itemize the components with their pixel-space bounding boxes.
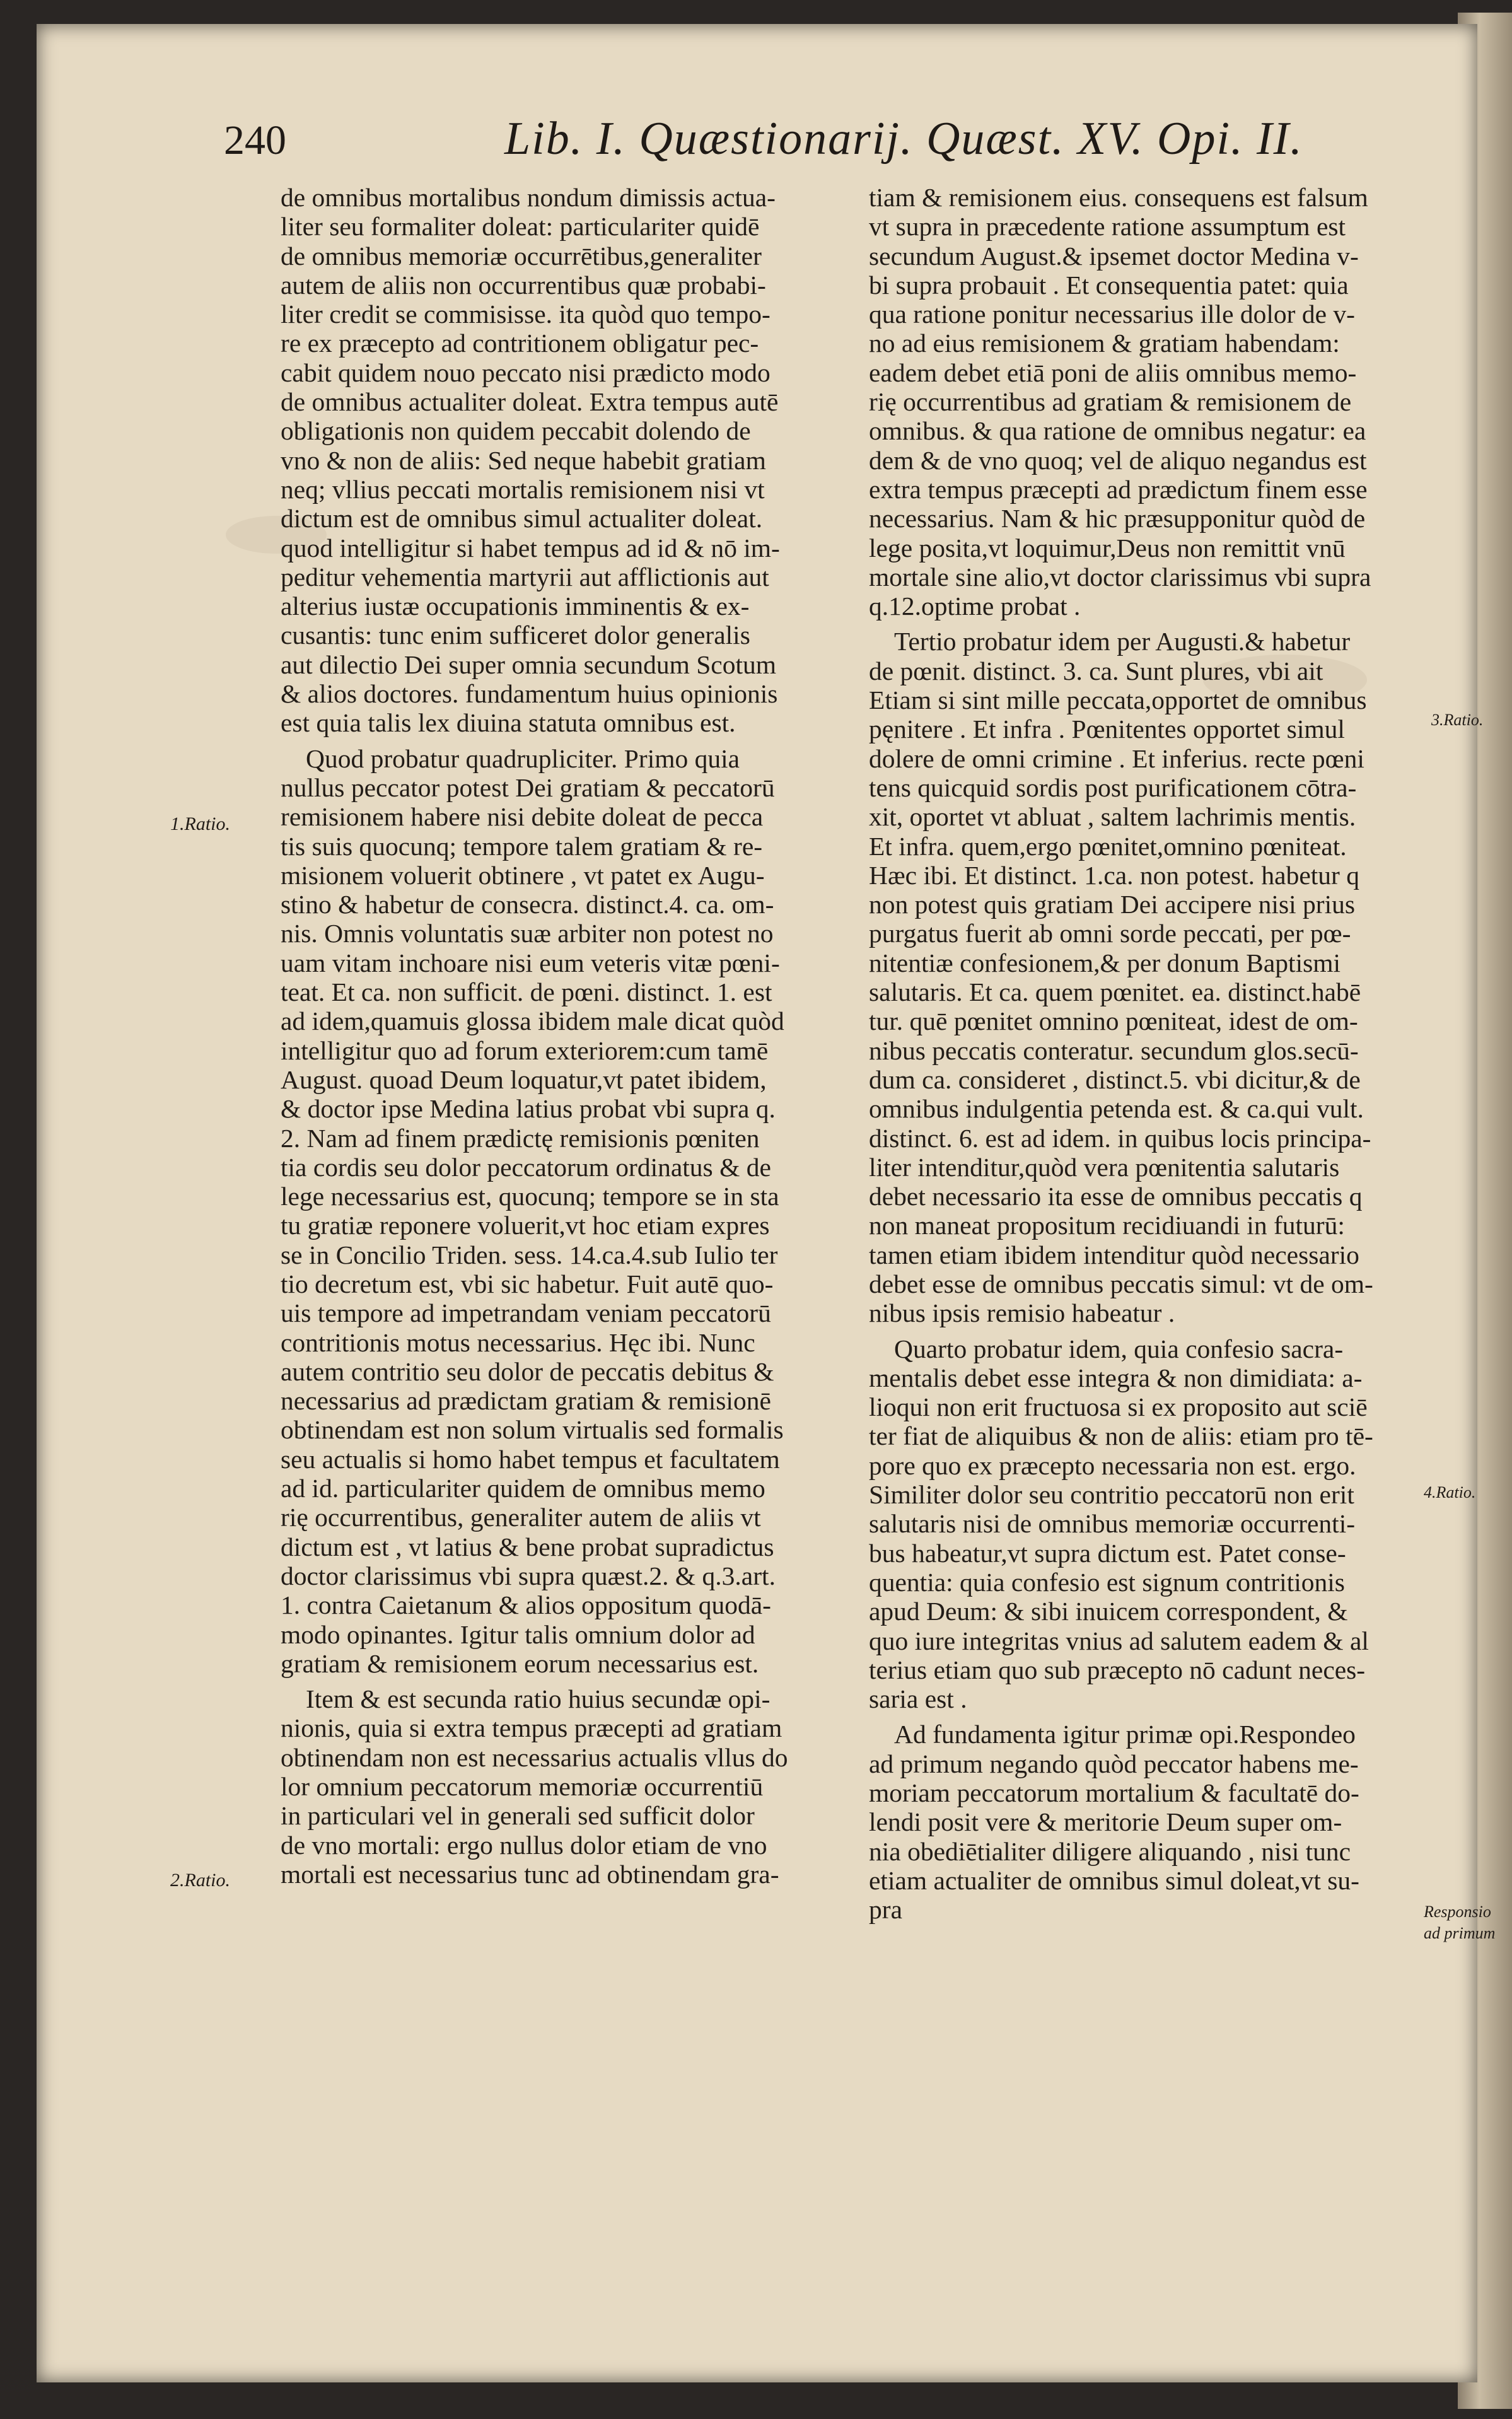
text-line: terius etiam quo sub præcepto nō cadunt neces- (869, 1655, 1366, 1684)
text-line: gratiam & remisionem eorum necessarius est. (281, 1648, 759, 1678)
text-line: nis. Omnis voluntatis suæ arbiter non potest no (281, 919, 774, 948)
text-line: nibus ipsis remisio habeatur . (869, 1298, 1175, 1328)
text-line: qua ratione ponitur necessarius ille dolor de v- (869, 300, 1355, 329)
text-line: lor omnium peccatorum memoriæ occurrentiū (281, 1772, 764, 1802)
text-line: re ex præcepto ad contritionem obligatur pec- (281, 329, 759, 358)
text-line: cabit quidem nouo peccato nisi prædicto modo (281, 358, 771, 387)
text-line: de omnibus actualiter doleat. Extra tempus autē (281, 387, 779, 417)
left-text-column (281, 183, 835, 1889)
margin-note-ratio-1: 1.Ratio. (170, 813, 230, 834)
text-line: se in Concilio Triden. sess. 14.ca.4.sub Iulio ter (281, 1240, 778, 1269)
text-line: cusantis: tunc enim sufficeret dolor generalis (281, 621, 750, 650)
text-line: quo iure integritas vnius ad salutem eadem & al (869, 1626, 1369, 1655)
text-line: ad primum negando quòd peccator habens me- (869, 1749, 1359, 1778)
text-line: tis suis quocunq; tempore talem gratiam & re- (281, 831, 763, 861)
text-line: seu actualis si homo habet tempus et facultatem (281, 1444, 780, 1474)
running-header: Lib. I. Quæstionarij. Quæst. XV. Opi. II. (504, 113, 1303, 165)
text-line: lege posita,vt loquimur,Deus non remittit vnū (869, 533, 1346, 562)
text-line: purgatus fuerit ab omni sorde peccati, per pœ- (869, 919, 1351, 948)
text-line: ad id. particulariter quidem de omnibus memo (281, 1474, 765, 1503)
text-line: remisionem habere nisi debite doleat de pecca (281, 802, 764, 832)
text-line: Quarto probatur idem, quia confesio sacra- (894, 1334, 1344, 1363)
text-line: obligationis non quidem peccabit dolendo de (281, 416, 751, 446)
text-line: necessarius ad prædictam gratiam & remisionē (281, 1386, 771, 1416)
text-line: stino & habetur de consecra. distinct.4. ca. om- (281, 890, 774, 919)
paragraph-gap (869, 1328, 1424, 1334)
text-line: Hæc ibi. Et distinct. 1.ca. non potest. habetur q (869, 860, 1359, 890)
text-line: alterius iustæ occupationis imminentis & ex- (281, 592, 750, 621)
text-line: & alios doctores. fundamentum huius opinionis (281, 679, 778, 709)
margin-note-ratio-2: 2.Ratio. (170, 1870, 230, 1891)
text-line: misionem voluerit obtinere , vt patet ex Augu- (281, 860, 765, 890)
text-line: Et infra. quem,ergo pœnitet,omnino pœniteat. (869, 831, 1347, 861)
text-line: August. quoad Deum loquatur,vt patet ibidem, (281, 1064, 767, 1094)
text-line: liter intenditur,quòd vera pœnitentia salutaris (869, 1152, 1340, 1182)
margin-note-responsio-line: Responsio (1424, 1903, 1491, 1921)
text-line: nia obediētialiter diligere aliquando , nisi tunc (869, 1836, 1351, 1866)
paragraph-gap (869, 1713, 1424, 1720)
text-line: quentia: quia confesio est signum contritionis (869, 1567, 1345, 1597)
text-line: est quia talis lex diuina statuta omnibus est. (281, 708, 736, 738)
text-line: liter seu formaliter doleat: particulariter quidē (281, 212, 760, 242)
text-line: mortale sine alio,vt doctor clarissimus vbi supra (869, 562, 1371, 592)
text-line: ad idem,quamuis glossa ibidem male dicat quòd (281, 1006, 784, 1036)
text-line: obtinendam est non solum virtualis sed formalis (281, 1415, 784, 1445)
text-line: in particulari vel in generali sed sufficit dolor (281, 1801, 755, 1831)
margin-note-responsio-line: ad primum (1424, 1924, 1496, 1942)
text-line: tio decretum est, vbi sic habetur. Fuit autē quo- (281, 1269, 774, 1298)
text-line: extra tempus præcepti ad prædictum finem esse (869, 474, 1368, 504)
text-line: bus habeatur,vt supra dictum est. Patet conse- (869, 1538, 1346, 1568)
text-line: pęnitere . Et infra . Pœnitentes opportet simul (869, 714, 1345, 744)
text-line: mentalis debet esse integra & non dimidiata: a- (869, 1363, 1363, 1392)
text-line: necessarius. Nam & hic præsupponitur quòd de (869, 504, 1366, 533)
text-line: bi supra probauit . Et consequentia patet: quia (869, 270, 1349, 300)
margin-note-ratio-3: 3.Ratio. (1431, 711, 1484, 729)
text-line: obtinendam non est necessarius actualis vllus do (281, 1742, 788, 1772)
text-line: vt supra in præcedente ratione assumptum est (869, 212, 1346, 242)
text-line: lege necessarius est, quocunq; tempore se in sta (281, 1182, 779, 1211)
text-line: tiam & remisionem eius. consequens est falsum (869, 183, 1368, 212)
text-line: salutaris. Et ca. quem pœnitet. ea. distinct.habē (869, 977, 1361, 1007)
text-line: eadem debet etiā poni de aliis omnibus memo- (869, 358, 1357, 387)
text-line: vno & non de aliis: Sed neque habebit gratiam (281, 445, 766, 475)
text-line: intelligitur quo ad forum exteriorem:cum tamē (281, 1035, 769, 1065)
text-line: uam vitam inchoare nisi eum veteris vitæ pœni- (281, 948, 780, 977)
text-line: teat. Et ca. non sufficit. de pœni. distinct. 1. est (281, 977, 772, 1007)
text-line: ter fiat de aliquibus & non de aliis: etiam pro tē- (869, 1421, 1373, 1451)
text-line: apud Deum: & sibi inuicem correspondent, & (869, 1597, 1348, 1626)
text-line: no ad eius remisionem & gratiam habendam: (869, 329, 1340, 358)
text-line: non potest quis gratiam Dei accipere nisi prius (869, 890, 1356, 919)
text-line: mortali est necessarius tunc ad obtinendam gra- (281, 1859, 779, 1889)
text-line: de omnibus memoriæ occurrētibus,generaliter (281, 241, 762, 271)
text-line: Tertio probatur idem per Augusti.& habetur (894, 627, 1351, 656)
text-line: etiam actualiter de omnibus simul doleat,vt su- (869, 1865, 1359, 1895)
page-number: 240 (224, 117, 286, 163)
text-line: neq; vllius peccati mortalis remisionem nisi vt (281, 474, 765, 504)
text-line: quod intelligitur si habet tempus ad id & nō im- (281, 533, 780, 562)
text-line: dictum est de omnibus simul actualiter doleat. (281, 504, 763, 533)
text-line: pra (869, 1895, 902, 1925)
text-line: nullus peccator potest Dei gratiam & peccatorū (281, 772, 775, 802)
text-line: tamen etiam ibidem intenditur quòd necessario (869, 1240, 1359, 1269)
paragraph-gap (281, 738, 835, 744)
text-line: tu gratiæ reponere voluerit,vt hoc etiam expres (281, 1211, 770, 1240)
text-line: aut dilectio Dei super omnia secundum Scotum (281, 650, 777, 679)
text-line: Etiam si sint mille peccata,opportet de omnibus (869, 685, 1367, 715)
text-line: 2. Nam ad finem prædictę remisionis pœniten (281, 1123, 760, 1153)
text-line: dolere de omni crimine . Et inferius. recte pœni (869, 743, 1364, 773)
text-line: & doctor ipse Medina latius probat vbi supra q. (281, 1094, 776, 1124)
text-line: autem contritio seu dolor de peccatis debitus & (281, 1356, 774, 1386)
text-line: nibus peccatis conteratur. secundum glos.secū- (869, 1035, 1359, 1065)
text-line: dictum est , vt latius & bene probat supradictus (281, 1532, 774, 1561)
text-line: Item & est secunda ratio huius secundæ opi- (306, 1684, 771, 1714)
text-line: Quod probatur quadrupliciter. Primo quia (306, 743, 740, 773)
text-line: tur. quē pœnitet omnino pœniteat, idest de om- (869, 1006, 1358, 1036)
text-line: saria est . (869, 1684, 967, 1714)
text-line: debet esse de omnibus peccatis simul: vt de om- (869, 1269, 1373, 1298)
text-line: tens quicquid sordis post purificationem cōtra- (869, 772, 1357, 802)
text-line: liter credit se commisisse. ita quòd quo tempo- (281, 300, 771, 329)
text-line: de pœnit. distinct. 3. ca. Sunt plures, vbi ait (869, 656, 1323, 685)
text-line: peditur vehementia martyrii aut afflictionis aut (281, 562, 769, 592)
right-text-column (869, 183, 1424, 1925)
text-line: Ad fundamenta igitur primæ opi.Respondeo (894, 1720, 1356, 1749)
text-line: xit, oportet vt abluat , saltem lachrimis mentis. (869, 802, 1356, 832)
text-line: dum ca. consideret , distinct.5. vbi dicitur,& de (869, 1064, 1361, 1094)
text-line: salutaris nisi de omnibus memoriæ occurrenti- (869, 1509, 1356, 1539)
text-line: 1. contra Caietanum & alios oppositum quodā- (281, 1590, 771, 1620)
text-line: Similiter dolor seu contritio peccatorū non erit (869, 1480, 1354, 1510)
text-line: distinct. 6. est ad idem. in quibus locis principa- (869, 1123, 1371, 1153)
paragraph-gap (869, 621, 1424, 627)
text-line: q.12.optime probat . (869, 592, 1081, 621)
text-line: lioqui non erit fructuosa si ex proposito aut sciē (869, 1392, 1368, 1422)
text-line: omnibus. & qua ratione de omnibus negatur: ea (869, 416, 1366, 446)
text-line: contritionis motus necessarius. Hęc ibi. Nunc (281, 1327, 755, 1357)
text-line: pore quo ex præcepto necessaria non est. ergo. (869, 1450, 1356, 1480)
text-line: nitentiæ confesionem,& per donum Baptismi (869, 948, 1341, 977)
text-line: nionis, quia si extra tempus præcepti ad gratiam (281, 1713, 782, 1743)
margin-note-responsio (1424, 1901, 1495, 1944)
text-line: de omnibus mortalibus nondum dimissis actua- (281, 183, 776, 212)
text-line: omnibus indulgentia petenda est. & ca.qui vult. (869, 1094, 1364, 1124)
text-line: moriam peccatorum mortalium & facultatē do- (869, 1778, 1359, 1808)
text-line: rię occurrentibus, generaliter autem de aliis vt (281, 1503, 761, 1532)
text-line: autem de aliis non occurrentibus quæ probabi- (281, 270, 766, 300)
margin-note-ratio-4: 4.Ratio. (1424, 1483, 1476, 1501)
text-line: doctor clarissimus vbi supra quæst.2. & q.3.art. (281, 1561, 776, 1590)
text-line: secundum August.& ipsemet doctor Medina v- (869, 241, 1359, 271)
text-line: dem & de vno quoq; vel de aliquo negandus est (869, 445, 1367, 475)
text-line: tia cordis seu dolor peccatorum ordinatus & de (281, 1152, 771, 1182)
text-line: debet necessario ita esse de omnibus peccatis q (869, 1182, 1363, 1211)
text-line: modo opinantes. Igitur talis omnium dolor ad (281, 1619, 755, 1649)
text-line: lendi posit vere & meritorie Deum super om- (869, 1807, 1342, 1837)
text-line: de vno mortali: ergo nullus dolor etiam de vno (281, 1830, 767, 1860)
text-line: rię occurrentibus ad gratiam & remisionem de (869, 387, 1352, 417)
text-line: non maneat propositum recidiuandi in futurū: (869, 1211, 1345, 1240)
paragraph-gap (281, 1678, 835, 1684)
text-line: uis tempore ad impetrandam veniam peccatorū (281, 1298, 771, 1328)
